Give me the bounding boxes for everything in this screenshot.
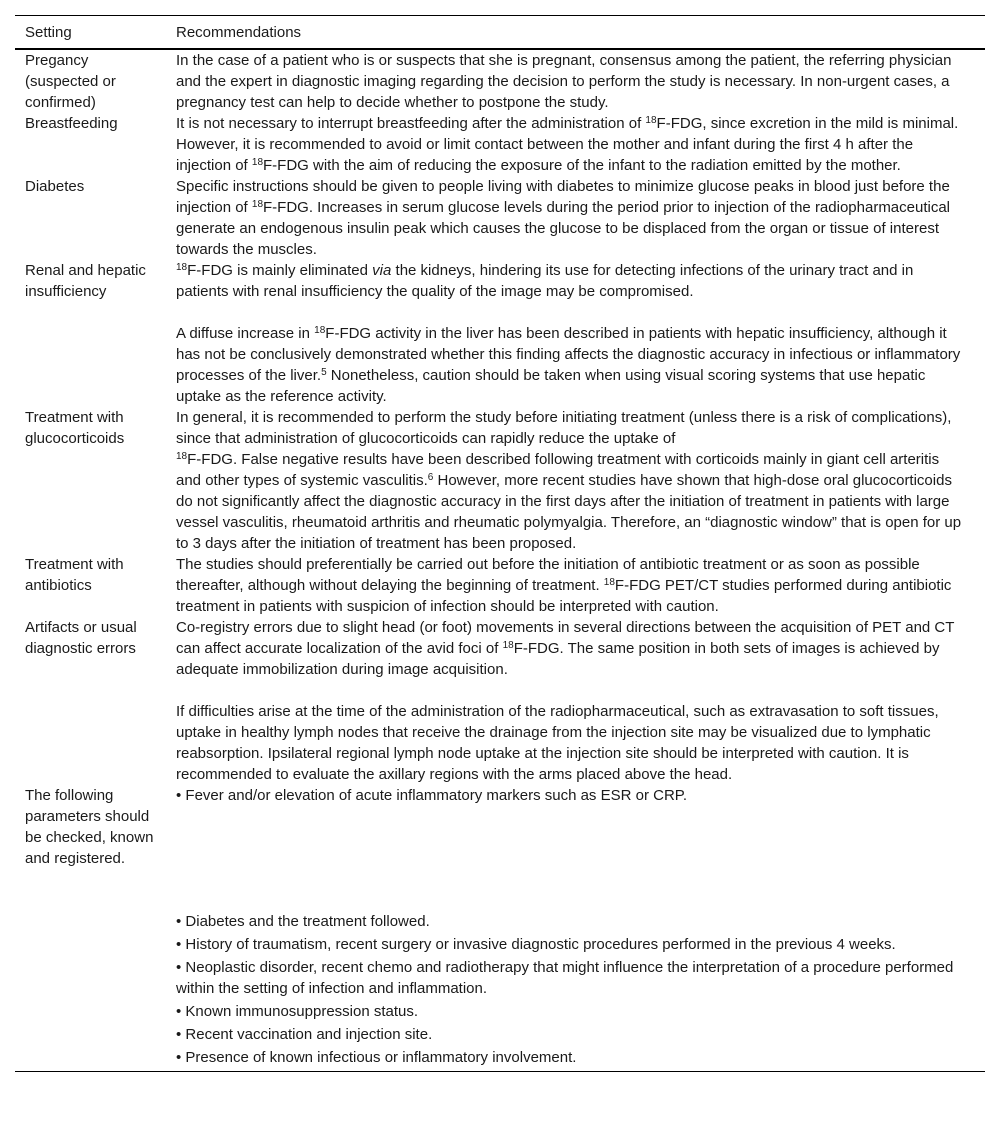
recommendation-paragraph: It is not necessary to interrupt breastfeeding after the administration of $^{18}$F-FDG, since excretion in the mild is minimal. However, it is recommended to avoid or limit contact between the mother and infant during the first 4 h after the injection of $^{18}$F-FDG with the aim of reducing the exposure of the infant to the radiation emitted by the mother. <box>176 115 959 174</box>
reference-superscript: 5 <box>321 367 327 378</box>
isotope-superscript: 18 <box>603 577 615 588</box>
table-row-artifacts <box>15 617 985 785</box>
recommendation-cell <box>166 617 985 785</box>
isotope-superscript: 18 <box>645 115 657 126</box>
recommendation-paragraph: If difficulties arise at the time of the administration of the radiopharmaceutical, such as extravasation to soft tissues, uptake in healthy lymph nodes that receive the drainage from the injection site may be visualized due to lymphatic reabsorption. Ipsilateral regional lymph node uptake at the injection site should be interpreted with caution. It is recommended to evaluate the axillary regions with the arms placed above the head. <box>176 703 939 783</box>
isotope-superscript: 18 <box>251 157 264 168</box>
header-recommendations: Recommendations <box>176 24 302 41</box>
bullet-item: • Neoplastic disorder, recent chemo and radiotherapy that might influence the interpretation of a procedure performed within the setting of infection and inflammation. <box>176 959 954 997</box>
table-row-antibiotics <box>15 554 985 617</box>
recommendation-cell <box>166 49 985 113</box>
setting-cell: Breastfeeding <box>25 115 118 132</box>
setting-cell: Artifacts or usual diagnostic errors <box>25 619 137 657</box>
setting-cell: The following parameters should be checked, known and registered. <box>25 787 154 867</box>
recommendation-cell <box>166 176 985 260</box>
recommendation-cell <box>166 407 985 554</box>
setting-cell: Pregancy (suspected or confirmed) <box>25 52 116 111</box>
recommendation-cell <box>166 554 985 617</box>
recommendation-cell <box>166 113 985 176</box>
bullet-spacer <box>176 806 965 911</box>
recommendations-table <box>15 15 985 1072</box>
table-row-diabetes <box>15 176 985 260</box>
table-row-pregnancy <box>15 49 985 113</box>
recommendation-paragraph: In general, it is recommended to perform the study before initiating treatment (unless there is a risk of complications), since that administration of glucocorticoids can rapidly reduce the uptake of $^{18}$F-FDG. False negative results have been described following treatment with corticoids mainly in giant cell arteritis and other types of systemic vasculitis.$^6$ However, more recent studies have shown that high-dose oral glucocorticoids do not significantly affect the diagnostic accuracy in the first days after the initiation of treatment in patients with large vessel vasculitis, rheumatoid arthritis and rheumatic polymyalgia. Therefore, an “diagnostic window” that is open for up to 3 days after the initiation of treatment has been proposed. <box>176 409 962 552</box>
setting-cell: Treatment with antibiotics <box>25 556 124 594</box>
recommendation-cell <box>166 260 985 407</box>
reference-superscript: 6 <box>427 472 434 483</box>
bullet-item: • Presence of known infectious or inflammatory involvement. <box>176 1049 577 1066</box>
bullet-item: • Known immunosuppression status. <box>176 1003 419 1020</box>
recommendation-paragraph: A diffuse increase in $^{18}$F-FDG activity in the liver has been described in patients with hepatic insufficiency, although it has not be conclusively demonstrated whether this finding affects the diagnostic accuracy in infectious or inflammatory processes of the liver.$^5$ Nonetheless, caution should be taken when using visual scoring systems that use hepatic uptake as the reference activity. <box>176 325 961 405</box>
setting-cell: Treatment with glucocorticoids <box>25 409 125 447</box>
isotope-superscript: 18 <box>314 325 326 336</box>
table-row-renal-hepatic <box>15 260 985 407</box>
bullet-item: • History of traumatism, recent surgery or invasive diagnostic procedures performed in the previous 4 weeks. <box>176 936 896 953</box>
recommendation-cell <box>166 785 985 1072</box>
isotope-superscript: 18 <box>502 640 514 651</box>
isotope-superscript: 18 <box>251 199 264 210</box>
setting-cell: Diabetes <box>25 178 85 195</box>
isotope-superscript: 18 <box>176 451 188 462</box>
table-header-row <box>15 16 985 50</box>
table-row-parameters <box>15 785 985 1072</box>
recommendation-paragraph: $^{18}$F-FDG is mainly eliminated via the kidneys, hindering its use for detecting infections of the urinary tract and in patients with renal insufficiency the quality of the image may be compromised. <box>176 262 914 300</box>
table-row-glucocorticoids <box>15 407 985 554</box>
bullet-item: • Fever and/or elevation of acute inflammatory markers such as ESR or CRP. <box>176 787 688 804</box>
bullet-item: • Diabetes and the treatment followed. <box>176 913 430 930</box>
setting-cell: Renal and hepatic insufficiency <box>25 262 146 300</box>
recommendation-paragraph: In the case of a patient who is or suspects that she is pregnant, consensus among the patient, the referring physician and the expert in diagnostic imaging regarding the decision to perform the study is necessary. In non-urgent cases, a pregnancy test can help to decide whether to postpone the study. <box>176 52 952 111</box>
header-setting: Setting <box>25 24 72 41</box>
recommendation-paragraph: Specific instructions should be given to people living with diabetes to minimize glucose peaks in blood just before the injection of $^{18}$F-FDG. Increases in serum glucose levels during the period prior to injection of the radiopharmaceutical generate an endogenous insulin peak which causes the glucose to be displaced from the organ or tissue of interest towards the muscles. <box>176 178 951 258</box>
recommendation-paragraph: The studies should preferentially be carried out before the initiation of antibiotic treatment or as soon as possible thereafter, although without delaying the beginning of treatment. $^{18}$F-FDG PET/CT studies performed during antibiotic treatment in patients with suspicion of infection should be interpreted with caution. <box>176 556 952 615</box>
recommendations-table-container <box>15 15 985 1072</box>
table-row-breastfeeding <box>15 113 985 176</box>
recommendation-paragraph: Co-registry errors due to slight head (or foot) movements in several directions between the acquisition of PET and CT can affect accurate localization of the avid foci of $^{18}$F-FDG. The same position in both sets of images is achieved by adequate immobilization during image acquisition. <box>176 619 955 678</box>
isotope-superscript: 18 <box>176 262 188 273</box>
bullet-item: • Recent vaccination and injection site. <box>176 1026 433 1043</box>
